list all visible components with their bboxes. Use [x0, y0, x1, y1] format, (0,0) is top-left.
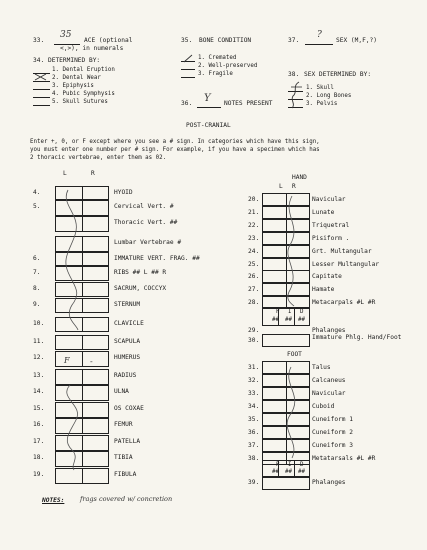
- left-col-r-header: R: [91, 170, 95, 177]
- immature-phalanges-label: Immature Phlg. Hand/Foot: [312, 334, 402, 341]
- left-item-number-15: 16.: [33, 421, 45, 428]
- left-item-label-1: HYOID: [114, 189, 133, 196]
- squiggle-mark-icon: [67, 385, 78, 470]
- hand-i-hash: ##: [285, 317, 292, 323]
- q33-age-value: 35: [60, 30, 72, 40]
- q38-option-2: 2. Long Bones: [306, 93, 352, 99]
- hand-phalanges-label: Phalanges: [312, 327, 346, 334]
- left-item-number-18: 19.: [33, 471, 45, 478]
- foot-item-39-number: 39.: [248, 479, 260, 486]
- hand-item-number-7: 26.: [248, 273, 260, 280]
- hand-col-r-header: R: [292, 183, 296, 190]
- foot-item-number-7: 37.: [248, 442, 260, 449]
- q38-option-3: 3. Pelvis: [306, 101, 338, 107]
- foot-item-label-1: Talus: [312, 364, 331, 371]
- left-item-number-10: 11.: [33, 338, 45, 345]
- q38-label: SEX DETERMINED BY:: [304, 71, 372, 78]
- foot-phalanges-label: Phalanges: [312, 479, 346, 486]
- foot-item-number-5: 35.: [248, 416, 260, 423]
- q33-sub: <,>), in numerals: [60, 45, 124, 52]
- instructions-line-3: 2 thoracic vertebrae, enter them as 02.: [30, 155, 167, 161]
- left-item-number-13: 14.: [33, 388, 45, 395]
- hand-item-number-2: 21.: [248, 209, 260, 216]
- hand-col-l-header: L: [279, 183, 283, 190]
- hand-item-number-3: 22.: [248, 222, 260, 229]
- left-item-label-17: TIBIA: [114, 454, 133, 461]
- hand-item-number-8: 27.: [248, 286, 260, 293]
- left-item-number-14: 15.: [33, 405, 45, 412]
- left-item-number-8: 9.: [33, 301, 41, 308]
- hand-d: D: [300, 309, 304, 315]
- left-item-number-11: 12.: [33, 354, 45, 361]
- left-item-number-6: 7.: [33, 269, 41, 276]
- humerus-mark-dash: -: [90, 357, 93, 366]
- foot-item-label-8: Metatarsals #L #R: [312, 455, 376, 462]
- bracket-mark-icon: [292, 82, 299, 108]
- foot-i: I: [288, 462, 292, 468]
- foot-item-label-6: Cuneiform 2: [312, 429, 353, 436]
- hand-item-label-8: Hamate: [312, 286, 335, 293]
- q34-option-4: 4. Pubic Symphysis: [52, 91, 115, 97]
- hand-item-label-5: Grt. Multangular: [312, 248, 372, 255]
- left-item-label-3: Thoracic Vert. ##: [114, 219, 178, 226]
- left-item-label-4: Lumbar Vertebrae #: [114, 239, 182, 246]
- squiggle-mark-icon: [287, 367, 295, 458]
- foot-p-hash: ##: [272, 469, 279, 475]
- left-item-number-12: 13.: [33, 372, 45, 379]
- foot-item-label-4: Cuboid: [312, 403, 335, 410]
- check-mark-icon: [35, 74, 46, 80]
- q35-option-3: 3. Fragile: [198, 71, 233, 77]
- foot-item-number-1: 31.: [248, 364, 260, 371]
- hand-i: I: [288, 309, 292, 315]
- foot-item-number-4: 34.: [248, 403, 260, 410]
- hand-p-hash: ##: [272, 317, 279, 323]
- left-item-label-12: RADIUS: [114, 372, 137, 379]
- hand-item-label-4: Pisiform .: [312, 235, 350, 242]
- left-item-number-7: 8.: [33, 285, 41, 292]
- foot-item-number-2: 32.: [248, 377, 260, 384]
- squiggle-mark-icon: [288, 196, 294, 306]
- left-item-number-17: 18.: [33, 454, 45, 461]
- left-item-label-16: PATELLA: [114, 438, 141, 445]
- left-item-label-9: CLAVICLE: [114, 320, 144, 327]
- hand-heading: HAND: [292, 174, 307, 181]
- postcranial-heading: POST-CRANIAL: [186, 122, 231, 129]
- left-item-label-6: RIBS ## L ## R: [114, 269, 167, 276]
- foot-i-hash: ##: [285, 469, 292, 475]
- q35-option-2: 2. Well-preserved: [198, 63, 258, 69]
- left-item-label-14: OS COXAE: [114, 405, 144, 412]
- q33-label: ACE (optional: [84, 37, 133, 44]
- q35-option-1: 1. Cremated: [198, 55, 237, 61]
- notes-label: NOTES:: [42, 497, 65, 504]
- hand-item-label-6: Lesser Multangular: [312, 261, 380, 268]
- q35-number: 35.: [181, 37, 193, 44]
- left-item-label-7: SACRUM, COCCYX: [114, 285, 167, 292]
- q34-option-3: 3. Epiphysis: [52, 83, 94, 89]
- q35-label: BONE CONDITION: [199, 37, 252, 44]
- left-item-label-5: IMMATURE VERT. FRAG. ##: [114, 255, 200, 262]
- hand-item-label-7: Capitate: [312, 273, 342, 280]
- hand-item-number-1: 20.: [248, 196, 260, 203]
- q33-number: 33.: [33, 37, 45, 44]
- hand-item-label-2: Lunate: [312, 209, 335, 216]
- squiggle-mark-icon: [66, 190, 78, 330]
- foot-p: P: [276, 462, 280, 468]
- left-item-label-11: HUMERUS: [114, 354, 141, 361]
- q34-option-2: 2. Dental Wear: [52, 75, 101, 81]
- instructions-line-2: you must enter one number per # sign. For example, if you have a specimen which has: [30, 147, 320, 153]
- hand-item-number-6: 25.: [248, 261, 260, 268]
- hand-item-label-3: Triquetral: [312, 222, 350, 229]
- left-item-number-2: 5.: [33, 203, 41, 210]
- hand-item-number-4: 23.: [248, 235, 260, 242]
- left-item-label-13: ULNA: [114, 388, 129, 395]
- q38-option-1: 1. Skull: [306, 85, 334, 91]
- left-item-label-18: FIBULA: [114, 471, 137, 478]
- left-col-l-header: L: [63, 170, 67, 177]
- foot-item-label-2: Calcaneus: [312, 377, 346, 384]
- foot-d: D: [300, 462, 304, 468]
- left-item-number-16: 17.: [33, 438, 45, 445]
- hand-item-number-9: 28.: [248, 299, 260, 306]
- hand-p: P: [276, 309, 280, 315]
- left-item-label-8: STERNUM: [114, 301, 141, 308]
- foot-heading: FOOT: [287, 351, 302, 358]
- q38-number: 38.: [288, 71, 300, 78]
- left-item-label-10: SCAPULA: [114, 338, 141, 345]
- q36-label: NOTES PRESENT: [224, 100, 273, 107]
- foot-item-number-6: 36.: [248, 429, 260, 436]
- left-item-label-15: FEMUR: [114, 421, 133, 428]
- notes-value[interactable]: frags covered w/ concretion: [80, 495, 173, 503]
- q34-label: DETERMINED BY:: [48, 57, 101, 64]
- instructions-line-1: Enter +, 0, or F except where you see a # sign. In categories which have this sign,: [30, 139, 320, 145]
- q37-number: 37.: [288, 37, 300, 44]
- left-item-number-9: 10.: [33, 320, 45, 327]
- foot-item-number-8: 38.: [248, 455, 260, 462]
- hand-item-number-5: 24.: [248, 248, 260, 255]
- foot-item-label-3: Navicular: [312, 390, 346, 397]
- foot-item-label-7: Cuneiform 3: [312, 442, 353, 449]
- check-mark-icon: [184, 55, 192, 62]
- left-item-number-5: 6.: [33, 255, 41, 262]
- q37-label: SEX (M,F,?): [336, 37, 377, 44]
- q34-option-1: 1. Dental Eruption: [52, 67, 115, 73]
- q36-notes-value: Y: [204, 93, 211, 104]
- hand-item-label-1: Navicular: [312, 196, 346, 203]
- foot-item-label-5: Cuneiform 1: [312, 416, 353, 423]
- q36-number: 36.: [181, 100, 193, 107]
- hand-item-29-number: 29.: [248, 327, 260, 334]
- foot-d-hash: ##: [298, 469, 305, 475]
- foot-item-number-3: 33.: [248, 390, 260, 397]
- q34-option-5: 5. Skull Sutures: [52, 99, 108, 105]
- hand-item-30-number: 30.: [248, 337, 260, 344]
- hand-item-label-9: Metacarpals #L #R: [312, 299, 376, 306]
- q34-number: 34.: [33, 57, 45, 64]
- left-item-number-1: 4.: [33, 189, 41, 196]
- q37-sex-value: ?: [317, 30, 322, 40]
- left-item-label-2: Cervical Vert. #: [114, 203, 174, 210]
- hand-d-hash: ##: [298, 317, 305, 323]
- humerus-mark-f: F: [64, 356, 70, 365]
